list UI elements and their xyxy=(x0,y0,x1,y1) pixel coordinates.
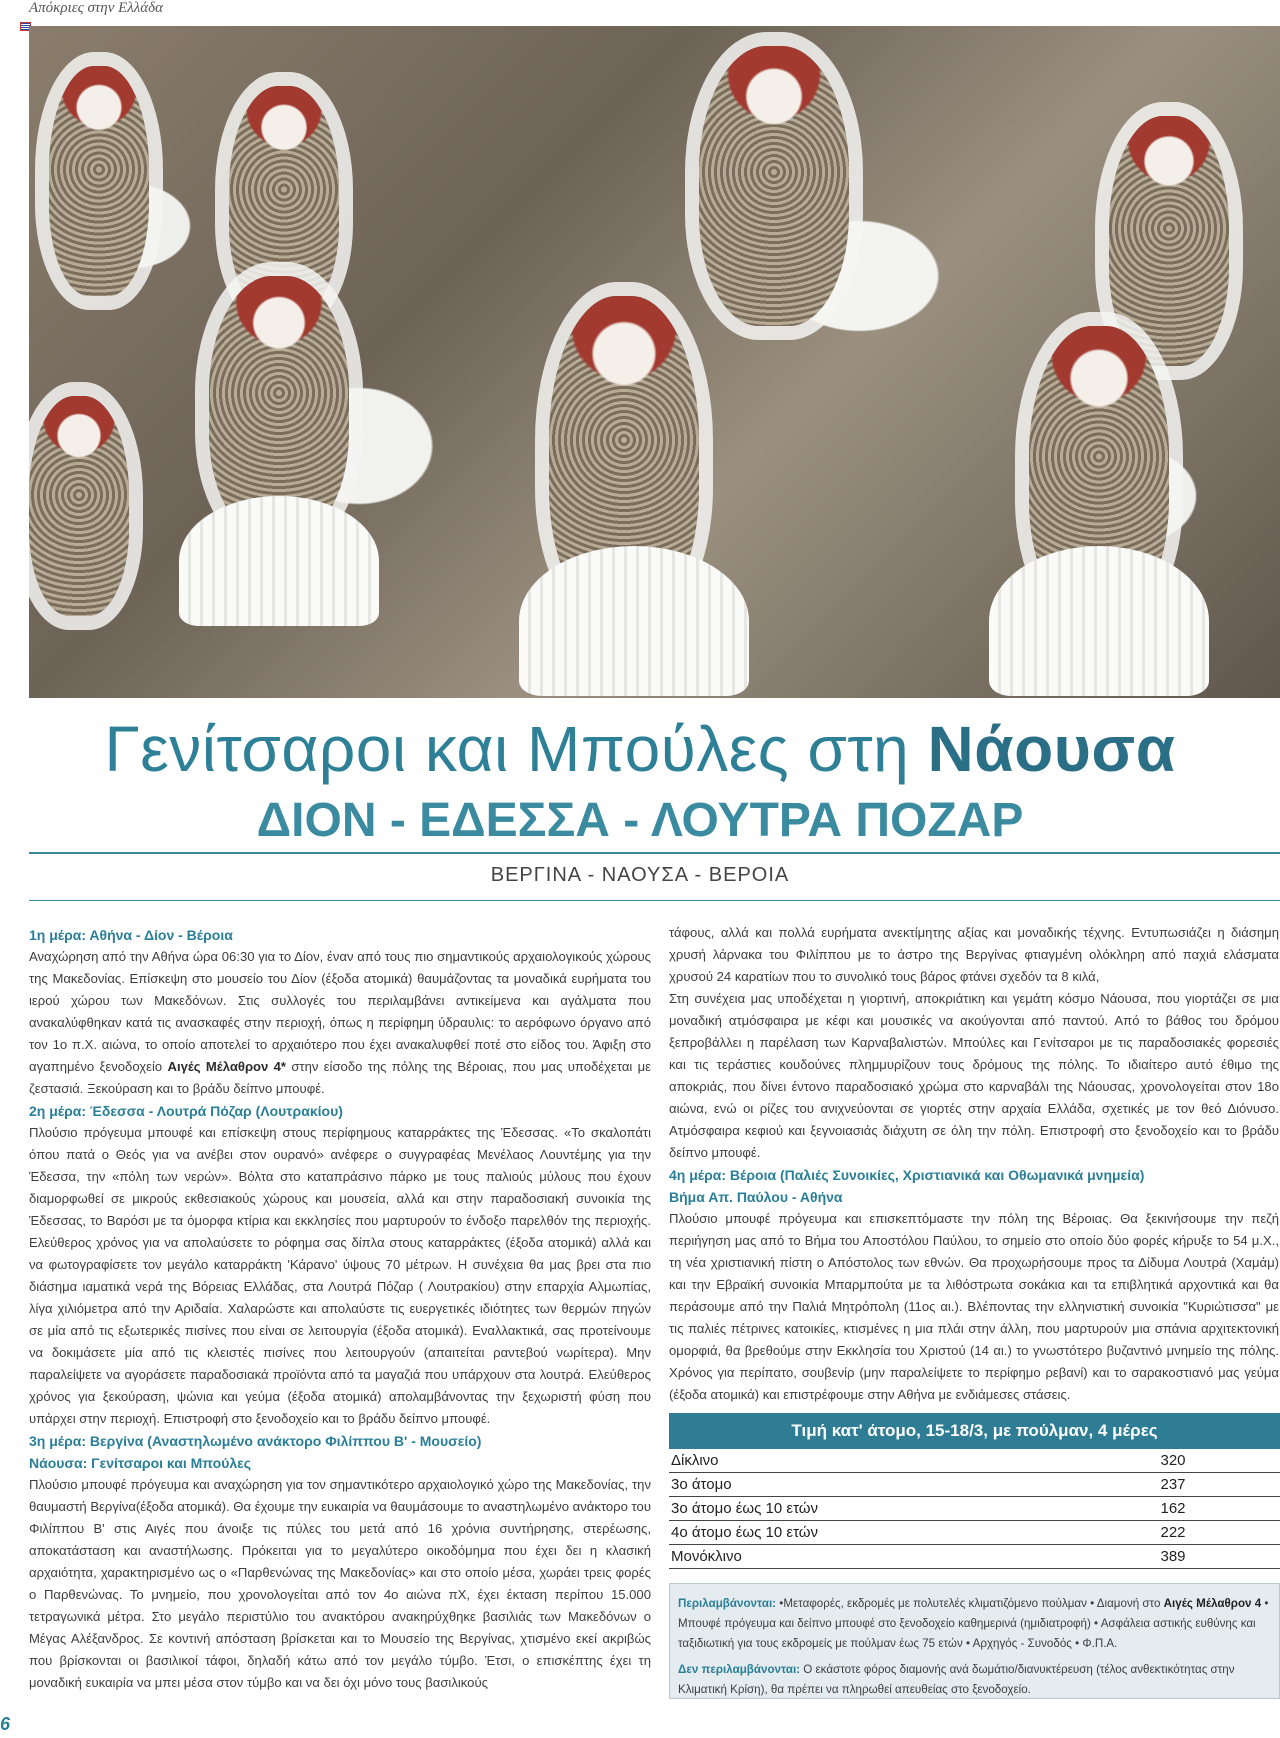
room-type: 3ο άτομο xyxy=(669,1473,1066,1497)
price-value: 162 xyxy=(1066,1497,1280,1521)
dancer-figure xyxy=(29,396,129,616)
day-3-text: Πλούσιο μπουφέ πρόγευμα και αναχώρηση για τον σημαντικότερο αρχαιολογικό χώρο της Μακεδονίας, την θαυμαστή Βεργίνα(έξοδα ατομικά). Θα έχουμε την ευκαιρία να θαυμάσουμε το αναστηλωμένο ανάκτορο του Φιλίππου Β' στις Αιγές που άνοιξε τις πύλες του μετά από 16 χρόνια συντήρησης, στερέωσης, αποκατάσταση και αναστήλωσης. Πρόκειται για το μεγαλύτερο οικοδόμημα που έχει δει η κλασική αρχαιότητα, χαρακτηρισμένο ως ο «Παρθενώνας της Μακεδονίας» και στο οποίο μέσα, χωράει τρεις φορές ο Παρθενώνας. Το μνημείο, που χρονολογείται από τον 4ο αιώνα πΧ, έχει έκταση περίπου 15.000 τετραγωνικά μέτρα. Στο μεγάλο περιστύλιο του ανακτόρου ανακηρύχθηκε βασιλιάς των Μακεδόνων ο Μέγας Αλέξανδρος. Σε κοντινή απόσταση βρίσκεται και το Μουσείο της Βεργίνας, χτισμένο εκεί ακριβώς που βρίσκονται οι βασιλικοί τάφοι, δηλαδή κάτω από τον μεγάλο τύμβο. Έτσι, ο επισκέπτης έχει τη μοναδική ευκαιρία να μπει μέσα στον τύμβο και να δει όχι μόνο τους βασιλικούς xyxy=(29,1477,651,1690)
dancer-skirt xyxy=(519,546,749,696)
page-number: 6 xyxy=(0,1714,11,1734)
day-4-heading: 4η μέρα: Βέροια (Παλιές Συνοικίες, Χριστιανικά και Οθωμανικά μνημεία) xyxy=(669,1167,1145,1183)
price-value: 320 xyxy=(1066,1449,1280,1473)
hotel-name: Αιγές Μέλαθρον 4* xyxy=(167,1059,287,1074)
title-block xyxy=(0,705,1280,849)
route-line: ΒΕΡΓΙΝΑ - ΝΑΟΥΣΑ - ΒΕΡΟΙΑ xyxy=(490,864,790,886)
dancer-skirt xyxy=(179,496,379,626)
table-row xyxy=(669,1521,1280,1545)
dancer-figure xyxy=(699,46,849,326)
table-row xyxy=(669,1545,1280,1569)
not-included-label: Δεν περιλαμβάνονται: xyxy=(678,1663,801,1676)
room-type: Μονόκλινο xyxy=(669,1545,1066,1569)
itinerary-right-column xyxy=(669,922,1279,1406)
day-3-heading: 3η μέρα: Βεργίνα (Αναστηλωμένο ανάκτορο Φιλίππου Β' - Μουσείο) xyxy=(29,1433,482,1449)
table-row xyxy=(669,1473,1280,1497)
price-value: 389 xyxy=(1066,1545,1280,1569)
itinerary-left-column xyxy=(29,924,651,1694)
table-row xyxy=(669,1497,1280,1521)
dancer-figure xyxy=(49,66,149,296)
divider xyxy=(29,852,1280,854)
page-title: Γενίτσαροι και Μπούλες στη Νάουσα xyxy=(104,713,1176,785)
title-town: Νάουσα xyxy=(927,713,1176,785)
running-head: Απόκριες στην Ελλάδα xyxy=(29,0,163,16)
day-1-text: Αναχώρηση από την Αθήνα ώρα 06:30 για το Δίον, έναν από τους πιο σημαντικούς αρχαιολογικούς χώρους της Μακεδονίας. Επίσκεψη στο μουσείο του Δίον (έξοδα ατομικά) θαυμάζοντας τα μοναδικά ευρήματα του ιερού χώρου των Μακεδόνων. Στις συλλογές του περιλαμβάνει αντικείμενα και αγάλματα που ανακαλύφθηκαν κατά τις ανασκαφές στην περιοχή, όπως η περίφημη ύδραυλις: το αερόφωνο όργανο από τον 1ο π.Χ. αιώνα, το οποίο αποτελεί το αρχαιότερο που έχει ανακαλυφθεί ποτέ στο είδος του. Άφιξη στο αγαπημένο ξενοδοχείο Αιγές Μέλαθρον 4* στην είσοδο της πόλης της Βέροιας, που μας υποδέχεται με ζεστασιά. Ξεκούραση και το βράδυ δείπνο μπουφέ. xyxy=(29,949,651,1096)
room-type: 3ο άτομο έως 10 ετών xyxy=(669,1497,1066,1521)
day-2-heading: 2η μέρα: Έδεσσα - Λουτρά Πόζαρ (Λουτρακίου) xyxy=(29,1103,343,1119)
day-2-text: Πλούσιο πρόγευμα μπουφέ και επίσκεψη στους περίφημους καταρράκτες της Έδεσσας. «Το σκαλοπάτι όπου πατά ο Θεός για να ανέβει στον ουρανό» ανέφερε ο συγγραφέας Μενέλαος Λουντέμης για την Έδεσσα, την «πόλη των νερών». Βόλτα στο καταπράσινο πάρκο με τους παλιούς μύλους που έχουν διαμορφωθεί σε μικρούς εκθεσιακούς χώρους και μουσεία, αλλά και στην παραδοσιακή συνοικία της Έδεσσας, το Βαρόσι με τα όμορφα κτίρια και εκκλησίες που μαρτυρούν το ένδοξο παρελθόν της περιοχής. Ελεύθερος χρόνος για να απολαύσετε το ρόφημα σας δίπλα στους καταρράκτες (έξοδα ατομικά) αλλά και να φωτογραφίσετε τον μεγάλο καταρράκτη 'Κάρανο' ύψους 70 μέτρων. Η συνέχεια θα μας βρει στα πιο διάσημα ιαματικά νερά της Βόρειας Ελλάδας, στα Λουτρά Πόζαρ ( Λουτρακίου) στην επαρχία Αλμωπίας, λίγα χιλιόμετρα από την Αριδαία. Χαλαρώστε και απολαύστε τις ευεργετικές ιδιότητες των θερμών πηγών σε μία από τις εξωτερικές πισίνες που είναι σε λειτουργία (έξοδα ατομικά). Εναλλακτικά, σας προτείνουμε να δοκιμάσετε μία από τις κλειστές πισίνες που λειτουργούν (απαιτείται ραντεβού νωρίτερα). Μην παραλείψετε να αγοράσετε παραδοσιακά προϊόντα από τα μαγαζιά που υπάρχουν στα λουτρά. Ελεύθερος χρόνος για ξεκούραση, ψώνια και γεύμα (έξοδα ατομικά) απολαμβάνοντας την ξεχωριστή φύση που υπάρχει στην περιοχή. Επιστροφή στο ξενοδοχείο και το βράδυ δείπνο μπουφέ. xyxy=(29,1125,651,1426)
day-3-subheading: Νάουσα: Γενίτσαροι και Μπούλες xyxy=(29,1455,252,1471)
not-included-text: Δεν περιλαμβάνονται: Ο εκάστοτε φόρος διαμονής ανά δωμάτιο/διανυκτέρευση (τέλος ανθεκτικότητας στην Κλιματική Κρίση), θα πρέπει να πληρωθεί απευθείας στο ξενοδοχείο. xyxy=(678,1663,1235,1696)
divider xyxy=(29,900,1280,901)
hotel-name: Αιγές Μέλαθρον 4 xyxy=(1163,1597,1262,1610)
table-row xyxy=(669,1449,1280,1473)
day-4-subheading: Βήμα Απ. Παύλου - Αθήνα xyxy=(669,1189,843,1205)
day-4-text: Πλούσιο μπουφέ πρόγευμα και επισκεπτόμαστε την πόλη της Βέροιας. Θα ξεκινήσουμε την πεζή περιήγηση μας από το Βήμα του Αποστόλου Παύλου, το σημείο στο οποίο δύο φορές κήρυξε το 54 μ.Χ., τη νέα χριστιανική πίστη ο Απόστολος των εθνών. Θα προχωρήσουμε προς τα Δίδυμα Λουτρά (Χαμάμ) και την Εβραϊκή συνοικία Μπαρμπούτα με τα λιθόστρωτα σοκάκια και τα επιβλητικά αρχοντικά και θα περάσουμε από την Παλιά Μητρόπολη (11ος αι.). Βλέποντας την ελληνιστική συνοικία "Κυριώτισσα" με τις παλιές πέτρινες κατοικίες, κτισμένες η μια πλάι στην άλλη, που μαρτυρούν μια σπάνια αρχιτεκτονική ομορφιά, θα βρεθούμε στην Εκκλησία του Χριστού (14 αι.) το γνωστότερο βυζαντινό μνημείο της πόλης. Χρόνος για περίπατο, σουβενίρ (μην παραλείψετε το περίφημο ρεβανί) και το σαρακοστιανό μας γεύμα (έξοδα ατομικά) και επιστρέφουμε στην Αθήνα με ενδιάμεσες στάσεις. xyxy=(669,1211,1279,1402)
page-subtitle: ΔΙΟΝ - ΕΔΕΣΣΑ - ΛΟΥΤΡΑ ΠΟΖΑΡ xyxy=(256,794,1024,847)
price-table-header: Τιμή κατ' άτομο, 15-18/3, με πούλμαν, 4 μέρες xyxy=(669,1413,1280,1449)
inclusions-box xyxy=(669,1583,1280,1699)
room-type: Δίκλινο xyxy=(669,1449,1066,1473)
day-1-heading: 1η μέρα: Αθήνα - Δίον - Βέροια xyxy=(29,927,233,943)
room-type: 4ο άτομο έως 10 ετών xyxy=(669,1521,1066,1545)
dancer-figure xyxy=(1109,116,1229,366)
dancer-skirt xyxy=(989,546,1209,696)
carnival-photo xyxy=(29,26,1280,698)
included-label: Περιλαμβάνονται: xyxy=(678,1597,777,1610)
day-3-text-continued: τάφους, αλλά και πολλά ευρήματα ανεκτίμητης αξίας και μοναδικής τέχνης. Εντυπωσιάζει η διάσημη χρυσή λάρνακα του Φιλίππου με το άστρο της Βεργίνας φτιαγμένη ολόκληρη από παχιά ελάσματα χρυσού 24 καρατίων που το συνολικό τους βάρος φτάνει σχεδόν τα 8 κιλά, xyxy=(669,925,1279,984)
day-3-naousa-text: Στη συνέχεια μας υποδέχεται η γιορτινή, αποκριάτικη και γεμάτη κόσμο Νάουσα, που γιορτάζει σε μια μοναδική ατμόσφαιρα με κέφι και μουσικές να ακούγονται από παντού. Από το βάθος του δρόμου ξεπροβάλλει η παρέλαση των Καρναβαλιστών. Μπούλες και Γενίτσαροι με τις παραδοσιακές φορεσιές και τις τεράστιες κουδούνες πλημμυρίζουν τους δρόμους της πόλης. Το ιδιαίτερο αυτό έθιμο της αποκριάς, που δίνει έντονο παραδοσιακό χρώμα στο καρναβάλι της Νάουσας, χρονολογείται στον 18ο αιώνα, ενώ οι ρίζες του ανιχνεύονται σε γιορτές στην αρχαία Ελλάδα, σχετικές με τον θεό Διόνυσο. Ατμόσφαιρα κεφιού και ξεγνοιασιάς διάχυτη σε όλη την πόλη. Επιστροφή στο ξενοδοχείο και το βράδυ δείπνο μπουφέ. xyxy=(669,991,1279,1160)
price-table xyxy=(669,1413,1280,1569)
price-value: 237 xyxy=(1066,1473,1280,1497)
price-value: 222 xyxy=(1066,1521,1280,1545)
included-text: Περιλαμβάνονται: •Μεταφορές, εκδρομές με πολυτελές κλιματιζόμενο πούλμαν • Διαμονή στο Αιγές Μέλαθρον 4 • Μπουφέ πρόγευμα και δείπνο μπουφέ στο ξενοδοχείο καθημερινά (ημιδιατροφή) • Ασφάλεια αστικής ευθύνης και ταξιδιωτική για τους εκδρομείς με πούλμαν έως 75 ετών • Αρχηγός - Συνοδός • Φ.Π.Α. xyxy=(678,1597,1269,1650)
